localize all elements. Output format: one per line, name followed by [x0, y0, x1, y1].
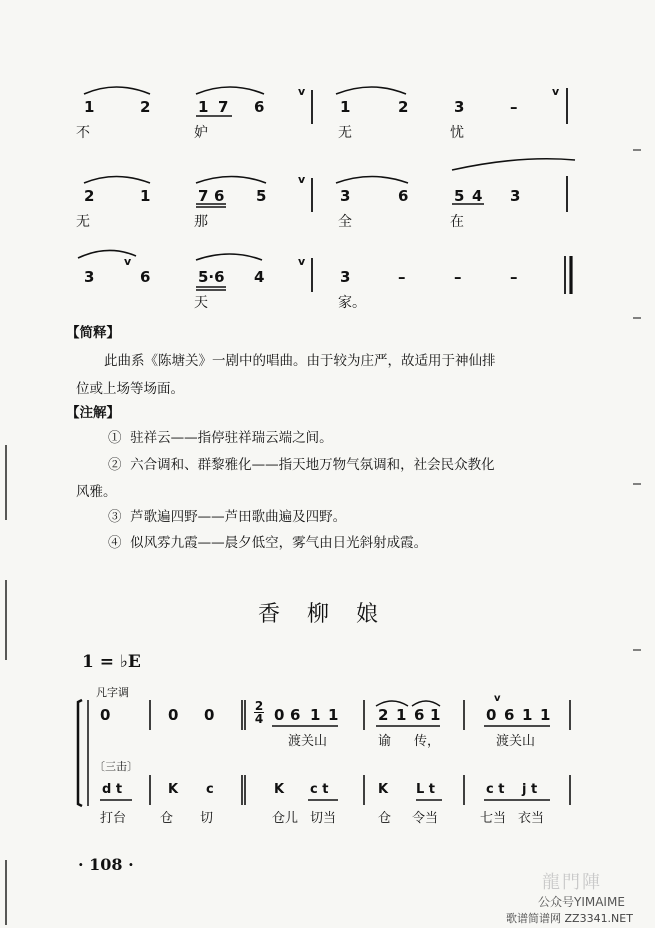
dash: – [510, 98, 518, 116]
note: 1 [328, 706, 339, 724]
note: 1 [430, 706, 441, 724]
slur [196, 254, 262, 260]
label-sanji: 〔三击〕 [94, 760, 138, 773]
lyric: 天 [194, 295, 208, 311]
slur [84, 87, 150, 94]
lyric: 全 [338, 214, 352, 230]
note: 1 [84, 98, 95, 116]
lyric: 无 [76, 214, 90, 230]
note: 1 [522, 706, 533, 724]
perc-text: 切当 [310, 811, 337, 826]
key-signature: 1 = ♭E [82, 652, 141, 672]
piece-title: 香 柳 娘 [258, 602, 388, 627]
breath-mark: v [298, 85, 306, 98]
perc-text: 七当 [480, 811, 507, 826]
perc-text: 仓 [160, 811, 174, 826]
breath-mark: v [298, 173, 306, 186]
breath-mark: v [124, 255, 132, 268]
note: 6 [414, 706, 425, 724]
perc-symbol: L t [416, 782, 436, 797]
item-text: 六合调和、群黎雅化——指天地万物气氛调和，社会民众教化 [130, 457, 495, 473]
slur [336, 177, 408, 184]
dash: – [454, 268, 462, 286]
time-sig-bottom: 4 [254, 712, 264, 726]
note: 1 [140, 187, 151, 205]
zhujie-heading: 【注解】 [66, 405, 120, 421]
label-fanzi: 凡字调 [96, 686, 129, 699]
note: 0 [204, 706, 215, 724]
item-text: 似风雰九霞——晨夕低空，雾气由日光斜射成霞。 [130, 535, 428, 551]
system-brace [78, 700, 82, 806]
perc-symbol: K [168, 782, 179, 797]
note: 6 [254, 98, 265, 116]
perc-symbol: K [378, 782, 389, 797]
note-item-2 [108, 459, 495, 473]
lyric: 传， [414, 734, 441, 749]
note: 7 [218, 98, 229, 116]
perc-symbol: c t [310, 782, 329, 797]
jianshi-text-2: 位或上场等场面。 [76, 381, 184, 397]
item-number: ④ [108, 535, 122, 551]
slur [196, 87, 264, 94]
perc-text: 衣当 [518, 811, 545, 826]
note: 6 [140, 268, 151, 286]
perc-text: 打台 [100, 811, 127, 826]
breath-mark: v [552, 85, 560, 98]
note-item-2-cont: 风雅。 [76, 484, 117, 500]
note: 6 [290, 706, 301, 724]
slur [336, 87, 406, 94]
lyric: 无 [338, 125, 352, 141]
note-item-3 [108, 511, 346, 525]
note-item-1 [108, 432, 333, 446]
jianshi-heading: 【简释】 [66, 325, 120, 341]
note: 0 [274, 706, 285, 724]
lyric: 渡关山 [496, 734, 536, 749]
perc-text: 仓 [378, 811, 392, 826]
lyric: 不 [76, 125, 90, 141]
note: 1 [340, 98, 351, 116]
note: 0 [100, 706, 111, 724]
perc-symbol: c t [486, 782, 505, 797]
item-number: ① [108, 430, 122, 446]
note: 1 [310, 706, 321, 724]
note: 4 [254, 268, 265, 286]
item-number: ③ [108, 509, 122, 525]
perc-symbol: d t [102, 782, 123, 797]
jianshi-text-1: 此曲系《陈塘关》一剧中的唱曲。由于较为庄严，故适用于神仙排 [104, 353, 496, 369]
page-number: · 108 · [78, 855, 134, 874]
note: 2 [140, 98, 151, 116]
note: 3 [340, 268, 351, 286]
time-signature [254, 700, 264, 725]
note: 4 [472, 187, 483, 205]
perc-symbol: K [274, 782, 285, 797]
note: 5·6 [198, 268, 225, 286]
note: 3 [84, 268, 95, 286]
perc-text: 令当 [412, 811, 439, 826]
note: 3 [454, 98, 465, 116]
note: 2 [398, 98, 409, 116]
note: 0 [486, 706, 497, 724]
note: 1 [198, 98, 209, 116]
breath-mark: v [298, 255, 306, 268]
note: 5 [454, 187, 465, 205]
lyric: 忧 [450, 125, 464, 141]
breath-mark: v [494, 693, 501, 704]
note: 6 [398, 187, 409, 205]
dash: – [398, 268, 406, 286]
time-sig-top: 2 [254, 699, 264, 713]
note: 1 [540, 706, 551, 724]
perc-text: 仓儿 [272, 811, 299, 826]
slur [84, 177, 150, 184]
note: 2 [84, 187, 95, 205]
lyric: 渡关山 [288, 734, 328, 749]
note: 0 [168, 706, 179, 724]
note: 2 [378, 706, 389, 724]
item-text: 芦歌遍四野——芦田歌曲遍及四野。 [130, 509, 347, 525]
note: 5 [256, 187, 267, 205]
dash: – [510, 268, 518, 286]
perc-symbol: j t [522, 782, 538, 797]
watermark-site: 歌谱简谱网 ZZ3341.NET [506, 912, 633, 925]
note: 7 [198, 187, 209, 205]
note: 3 [340, 187, 351, 205]
lyric: 谕 [378, 734, 392, 749]
perc-symbol: c [206, 782, 214, 797]
note: 6 [214, 187, 225, 205]
perc-text: 切 [200, 811, 214, 826]
item-text: 驻祥云——指停驻祥瑞云端之间。 [130, 430, 333, 446]
slur [196, 177, 266, 184]
watermark-logo: 龍門陣 [542, 872, 602, 893]
note-item-4 [108, 537, 427, 551]
watermark-account: 公众号YIMAIME [538, 895, 625, 909]
note: 3 [510, 187, 521, 205]
lyric: 家。 [338, 295, 366, 311]
item-number: ② [108, 457, 122, 473]
lyric: 在 [450, 214, 464, 230]
lyric: 那 [194, 214, 208, 230]
slur [452, 159, 575, 170]
note: 1 [396, 706, 407, 724]
note: 6 [504, 706, 515, 724]
lyric: 妒 [194, 125, 208, 141]
